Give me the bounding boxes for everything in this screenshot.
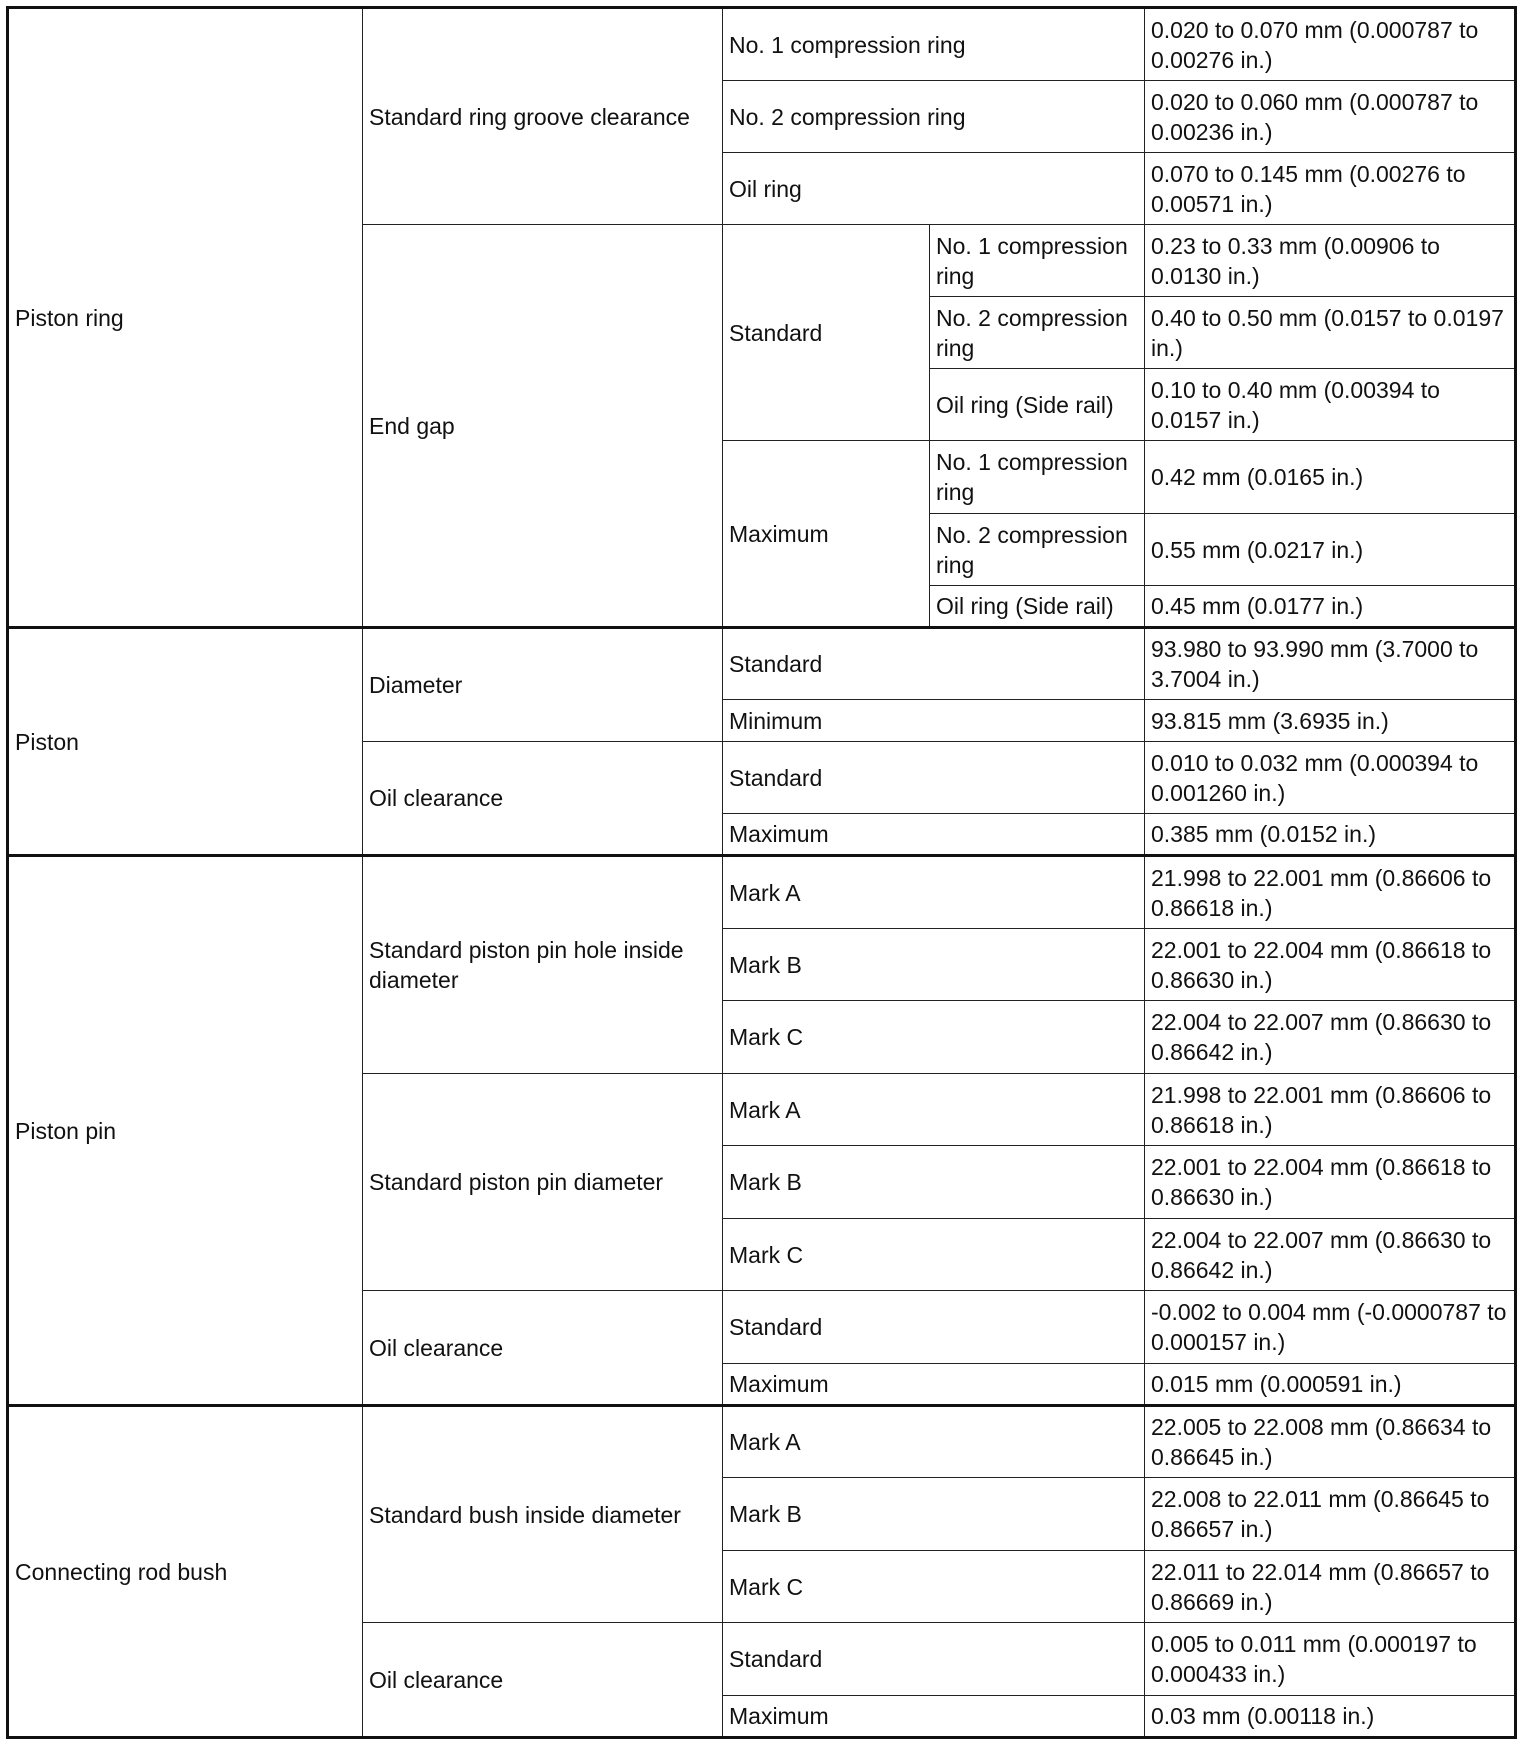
section-label-piston-ring: Piston ring: [8, 8, 363, 628]
row-label: Oil ring (Side rail): [930, 369, 1145, 441]
section-label-piston-pin: Piston pin: [8, 856, 363, 1406]
row-label: Oil ring (Side rail): [930, 586, 1145, 628]
row-label: Standard: [723, 1291, 1145, 1364]
spec-value: 0.020 to 0.070 mm (0.000787 to 0.00276 in.): [1145, 8, 1516, 81]
row-label: Maximum: [723, 1364, 1145, 1406]
row-label: Mark B: [723, 929, 1145, 1001]
row-label: Mark A: [723, 1074, 1145, 1146]
spec-value: 22.001 to 22.004 mm (0.86618 to 0.86630 in.): [1145, 1146, 1516, 1219]
row-label: Maximum: [723, 814, 1145, 856]
row-label: No. 1 compression ring: [930, 441, 1145, 514]
subsection-label-pin-hole-diameter: Standard piston pin hole inside diameter: [363, 856, 723, 1074]
spec-value: -0.002 to 0.004 mm (-0.0000787 to 0.000157 in.): [1145, 1291, 1516, 1364]
row-label: No. 2 compression ring: [930, 514, 1145, 586]
spec-value: 0.10 to 0.40 mm (0.00394 to 0.0157 in.): [1145, 369, 1516, 441]
spec-value: 21.998 to 22.001 mm (0.86606 to 0.86618 in.): [1145, 856, 1516, 929]
subsection-label-ring-groove-clearance: Standard ring groove clearance: [363, 8, 723, 225]
row-label: Minimum: [723, 700, 1145, 742]
spec-value: 22.004 to 22.007 mm (0.86630 to 0.86642 in.): [1145, 1219, 1516, 1291]
subsection-label-oil-clearance: Oil clearance: [363, 742, 723, 856]
spec-value: 0.015 mm (0.000591 in.): [1145, 1364, 1516, 1406]
subsection-label-diameter: Diameter: [363, 628, 723, 742]
row-label: Mark C: [723, 1001, 1145, 1074]
spec-value: 22.011 to 22.014 mm (0.86657 to 0.86669 in.): [1145, 1551, 1516, 1623]
row-label: Mark A: [723, 856, 1145, 929]
section-label-piston: Piston: [8, 628, 363, 856]
spec-value: 22.001 to 22.004 mm (0.86618 to 0.86630 in.): [1145, 929, 1516, 1001]
spec-value: 22.008 to 22.011 mm (0.86645 to 0.86657 in.): [1145, 1478, 1516, 1551]
spec-value: 0.42 mm (0.0165 in.): [1145, 441, 1516, 514]
spec-sheet: [6, 6, 1514, 1737]
row-label: Standard: [723, 742, 1145, 814]
section-label-connecting-rod-bush: Connecting rod bush: [8, 1406, 363, 1738]
row-label: Mark B: [723, 1146, 1145, 1219]
subsection-label-pin-diameter: Standard piston pin diameter: [363, 1074, 723, 1291]
condition-label-maximum: Maximum: [723, 441, 930, 628]
spec-value: 22.005 to 22.008 mm (0.86634 to 0.86645 in.): [1145, 1406, 1516, 1478]
spec-value: 0.005 to 0.011 mm (0.000197 to 0.000433 in.): [1145, 1623, 1516, 1696]
condition-label-standard: Standard: [723, 225, 930, 441]
row-label: Mark B: [723, 1478, 1145, 1551]
spec-value: 93.815 mm (3.6935 in.): [1145, 700, 1516, 742]
row-label: Mark C: [723, 1551, 1145, 1623]
spec-value: 0.070 to 0.145 mm (0.00276 to 0.00571 in.): [1145, 153, 1516, 225]
spec-value: 0.40 to 0.50 mm (0.0157 to 0.0197 in.): [1145, 297, 1516, 369]
spec-value: 0.55 mm (0.0217 in.): [1145, 514, 1516, 586]
table-row: [8, 856, 1516, 929]
row-label: Standard: [723, 1623, 1145, 1696]
spec-value: 0.020 to 0.060 mm (0.000787 to 0.00236 in.): [1145, 81, 1516, 153]
row-label: No. 1 compression ring: [930, 225, 1145, 297]
subsection-label-bush-inside-diameter: Standard bush inside diameter: [363, 1406, 723, 1623]
table-row: [8, 628, 1516, 700]
spec-value: 21.998 to 22.001 mm (0.86606 to 0.86618 in.): [1145, 1074, 1516, 1146]
table-row: [8, 8, 1516, 81]
row-label: Maximum: [723, 1696, 1145, 1738]
subsection-label-oil-clearance: Oil clearance: [363, 1623, 723, 1738]
spec-value: 93.980 to 93.990 mm (3.7000 to 3.7004 in.): [1145, 628, 1516, 700]
spec-value: 0.385 mm (0.0152 in.): [1145, 814, 1516, 856]
row-label: Standard: [723, 628, 1145, 700]
spec-value: 0.03 mm (0.00118 in.): [1145, 1696, 1516, 1738]
row-label: Oil ring: [723, 153, 1145, 225]
spec-value: 22.004 to 22.007 mm (0.86630 to 0.86642 in.): [1145, 1001, 1516, 1074]
row-label: No. 2 compression ring: [930, 297, 1145, 369]
subsection-label-end-gap: End gap: [363, 225, 723, 628]
subsection-label-oil-clearance: Oil clearance: [363, 1291, 723, 1406]
row-label: No. 1 compression ring: [723, 8, 1145, 81]
piston-specification-table: [6, 6, 1517, 1739]
table-row: [8, 1406, 1516, 1478]
spec-value: 0.23 to 0.33 mm (0.00906 to 0.0130 in.): [1145, 225, 1516, 297]
spec-value: 0.45 mm (0.0177 in.): [1145, 586, 1516, 628]
row-label: Mark A: [723, 1406, 1145, 1478]
row-label: No. 2 compression ring: [723, 81, 1145, 153]
row-label: Mark C: [723, 1219, 1145, 1291]
spec-value: 0.010 to 0.032 mm (0.000394 to 0.001260 in.): [1145, 742, 1516, 814]
